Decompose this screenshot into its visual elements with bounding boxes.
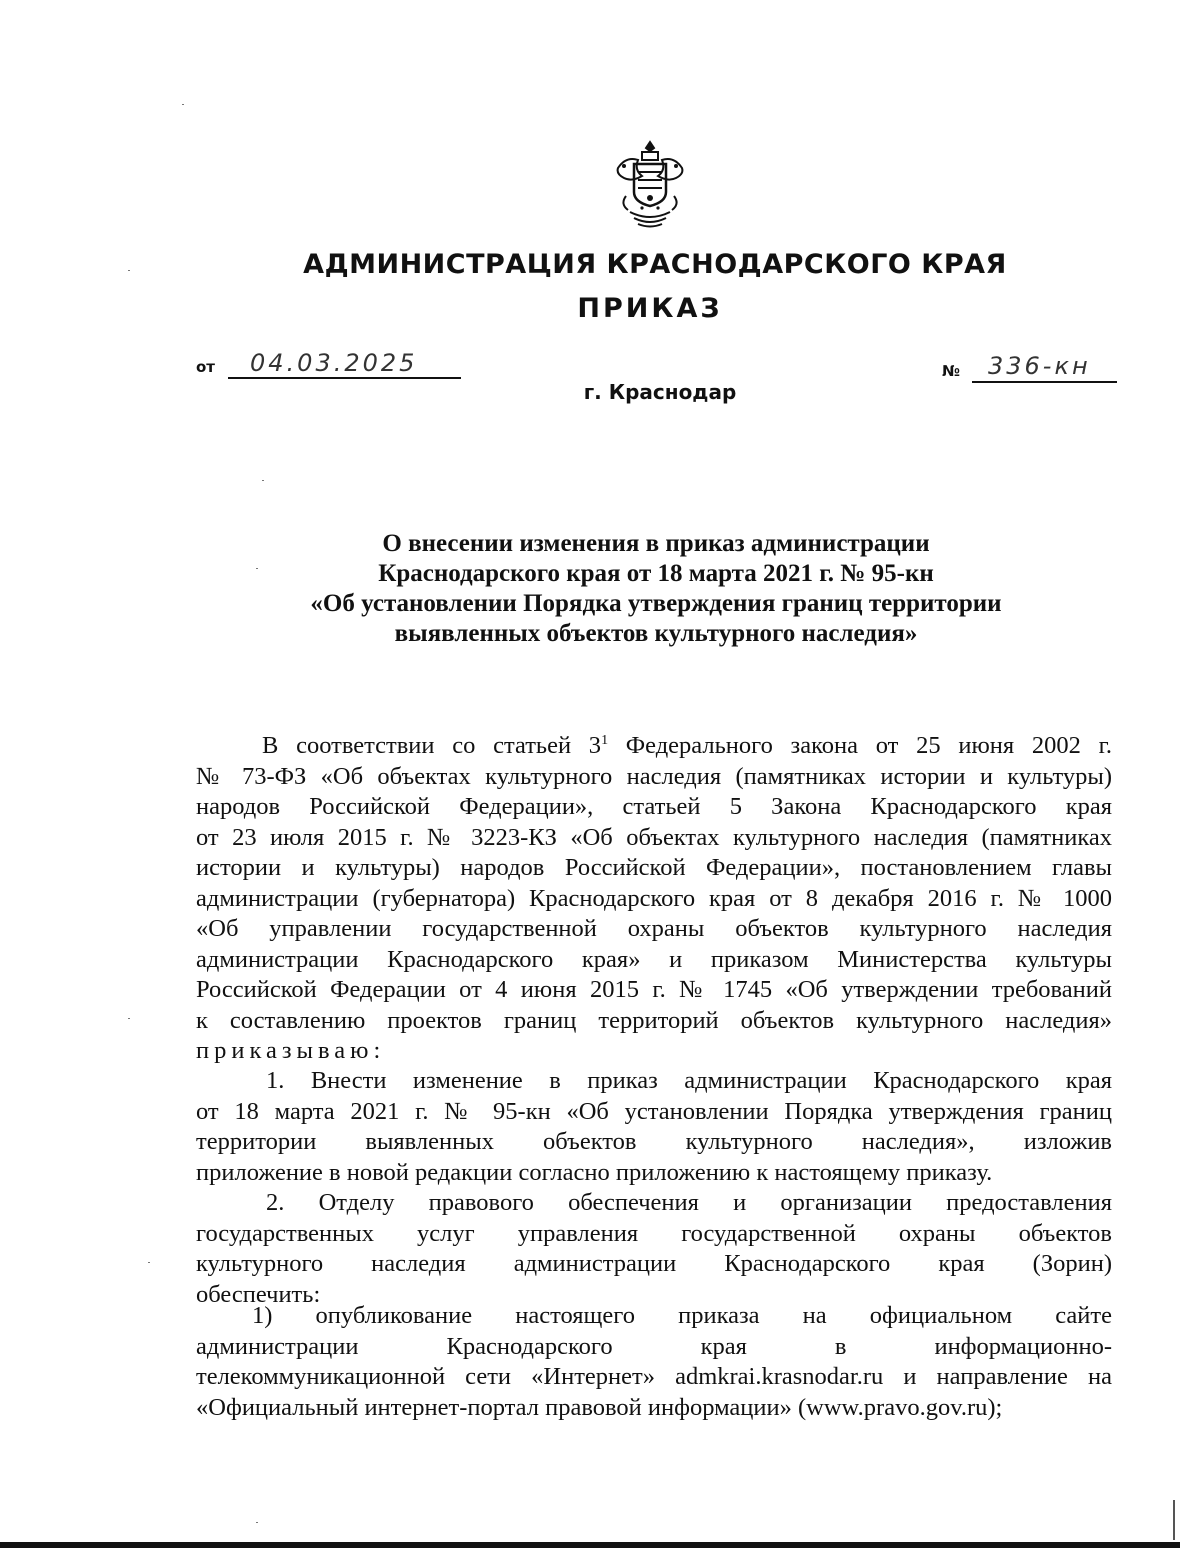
scan-speck bbox=[182, 104, 184, 105]
item-2-paragraph bbox=[196, 1188, 1112, 1310]
number-underline bbox=[972, 381, 1117, 383]
date-prefix: от bbox=[196, 358, 215, 376]
scan-speck bbox=[262, 480, 264, 481]
text-line: «Об управлении государственной охраны объектов культурного наследия bbox=[196, 915, 1112, 942]
scan-speck bbox=[128, 1018, 130, 1019]
city-name: г. Краснодар bbox=[583, 380, 737, 404]
text-line: «Официальный интернет-портал правовой информации» (www.pravo.gov.ru); bbox=[196, 1393, 1003, 1421]
scan-speck bbox=[256, 1522, 258, 1523]
text-line: обеспечить: bbox=[196, 1280, 321, 1308]
text-line: 1) опубликование настоящего приказа на официальном сайте bbox=[252, 1302, 1112, 1329]
text-line: № 73-ФЗ «Об объектах культурного наследия (памятниках истории и культуры) bbox=[196, 762, 1112, 790]
number-prefix: № bbox=[942, 362, 961, 380]
document-date: 04.03.2025 bbox=[250, 349, 418, 377]
text-line: народов Российской Федерации», статьей 5 Закона Краснодарского края bbox=[196, 793, 1112, 820]
scan-bottom-border bbox=[0, 1542, 1180, 1548]
document-heading bbox=[200, 529, 1112, 649]
text-line: от 18 марта 2021 г. № 95-кн «Об установлении Порядка утверждения границ bbox=[196, 1097, 1112, 1125]
heading-line: «Об установлении Порядка утверждения границ территории bbox=[310, 590, 1002, 617]
preamble-first-line bbox=[196, 731, 1112, 762]
text-line: государственных услуг управления государственной охраны объектов bbox=[196, 1219, 1112, 1247]
document-type: ПРИКАЗ bbox=[577, 293, 723, 324]
scan-speck bbox=[148, 1262, 150, 1263]
text-line: Российской Федерации от 4 июня 2015 г. № 1745 «Об утверждении требований bbox=[196, 976, 1112, 1003]
scan-speck bbox=[128, 270, 130, 271]
text-line: приложение в новой редакции согласно приложению к настоящему приказу. bbox=[196, 1158, 993, 1186]
text-line: администрации Краснодарского края в информационно- bbox=[196, 1332, 1112, 1360]
date-underline bbox=[228, 377, 461, 379]
text-line: истории и культуры) народов Российской Федерации», постановлением главы bbox=[196, 854, 1112, 881]
coat-of-arms-emblem bbox=[608, 138, 692, 230]
org-title: АДМИНИСТРАЦИЯ КРАСНОДАРСКОГО КРАЯ bbox=[303, 249, 1007, 280]
document-number: 336-кн bbox=[988, 352, 1091, 380]
scan-speck bbox=[256, 568, 258, 569]
preamble-text-b: Федерального закона от 25 июня 2002 г. bbox=[608, 732, 1112, 759]
text-line: администрации Краснодарского края» и приказом Министерства культуры bbox=[196, 945, 1112, 973]
preamble-paragraph bbox=[196, 731, 1112, 1067]
text-line: 1. Внести изменение в приказ администрации Краснодарского края bbox=[266, 1067, 1112, 1094]
superscript: 1 bbox=[601, 732, 609, 748]
scan-edge-mark bbox=[1173, 1500, 1175, 1540]
heading-line: О внесении изменения в приказ администрации bbox=[382, 530, 930, 557]
order-word: приказываю: bbox=[196, 1037, 386, 1064]
text-line: от 23 июля 2015 г. № 3223-КЗ «Об объектах культурного наследия (памятниках bbox=[196, 823, 1112, 851]
text-line: культурного наследия администрации Краснодарского края (Зорин) bbox=[196, 1250, 1112, 1277]
preamble-text-a: В соответствии со статьей 3 bbox=[262, 732, 602, 759]
subitem-1-paragraph bbox=[196, 1301, 1112, 1423]
text-line: территории выявленных объектов культурного наследия», изложив bbox=[196, 1128, 1112, 1155]
text-line: телекоммуникационной сети «Интернет» admkrai.krasnodar.ru и направление на bbox=[196, 1363, 1112, 1390]
text-line: к составлению проектов границ территорий объектов культурного наследия» bbox=[196, 1006, 1112, 1034]
item-1-paragraph bbox=[196, 1066, 1112, 1188]
heading-line: выявленных объектов культурного наследия» bbox=[394, 620, 918, 647]
text-line: администрации (губернатора) Краснодарского края от 8 декабря 2016 г. № 1000 bbox=[196, 884, 1112, 912]
text-line: 2. Отделу правового обеспечения и организации предоставления bbox=[266, 1189, 1112, 1216]
heading-line: Краснодарского края от 18 марта 2021 г. № 95-кн bbox=[378, 560, 934, 587]
